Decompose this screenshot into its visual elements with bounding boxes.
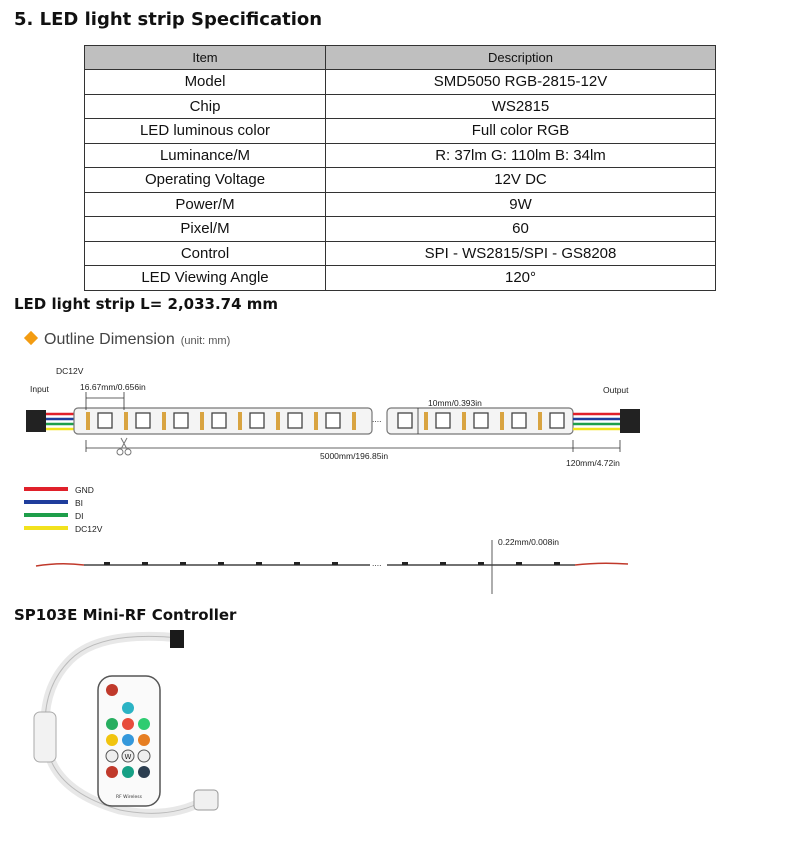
wire-legend-dc12v xyxy=(24,526,68,530)
wire-label-gnd: GND xyxy=(75,485,94,495)
row-description: 12V DC xyxy=(326,168,716,193)
lead-dimension: 120mm/4.72in xyxy=(566,458,620,468)
wire-label-bi: BI xyxy=(75,498,84,508)
remote-w-label: W xyxy=(124,753,132,761)
side-ellipsis: .... xyxy=(372,558,382,568)
row-description: 9W xyxy=(326,192,716,217)
row-item: Pixel/M xyxy=(85,217,326,242)
pitch-dimension: 16.67mm/0.656in xyxy=(80,382,146,392)
row-description: WS2815 xyxy=(326,94,716,119)
output-wires xyxy=(573,414,620,429)
outline-title: Outline Dimension xyxy=(44,331,175,348)
controller-picture xyxy=(34,630,218,813)
length-dimension: 5000mm/196.85in xyxy=(320,451,389,461)
output-label: Output xyxy=(603,385,629,395)
section-title: 5. LED light strip Specification xyxy=(14,9,323,30)
strip-side-profile xyxy=(36,562,628,566)
row-description: 120° xyxy=(326,266,716,291)
row-item: Model xyxy=(85,70,326,95)
header-description: Description xyxy=(326,46,716,70)
thickness-dimension: 0.22mm/0.008in xyxy=(498,537,559,547)
strip-ellipsis: .... xyxy=(372,414,382,424)
row-item: LED luminous color xyxy=(85,119,326,144)
row-item: LED Viewing Angle xyxy=(85,266,326,291)
controller-title: SP103E Mini-RF Controller xyxy=(14,606,237,624)
header-item: Item xyxy=(85,46,326,70)
wire-legend-gnd xyxy=(24,487,68,491)
row-item: Operating Voltage xyxy=(85,168,326,193)
row-description: SMD5050 RGB-2815-12V xyxy=(326,70,716,95)
input-wires xyxy=(46,414,74,429)
wire-legend-di xyxy=(24,513,68,517)
wire-label-dc12v: DC12V xyxy=(75,524,103,534)
row-description: SPI - WS2815/SPI - GS8208 xyxy=(326,241,716,266)
row-item: Control xyxy=(85,241,326,266)
input-label: Input xyxy=(30,384,49,394)
strip-length-note: LED light strip L= 2,033.74 mm xyxy=(14,295,279,313)
row-item: Chip xyxy=(85,94,326,119)
remote-brand-label: RF Wireless xyxy=(116,795,142,800)
input-connector xyxy=(26,410,46,432)
row-item: Luminance/M xyxy=(85,143,326,168)
row-description: 60 xyxy=(326,217,716,242)
dc-jack xyxy=(194,790,218,810)
width-dimension: 10mm/0.393in xyxy=(428,398,482,408)
row-description: R: 37lm G: 110lm B: 34lm xyxy=(326,143,716,168)
wire-legend-bi xyxy=(24,500,68,504)
row-description: Full color RGB xyxy=(326,119,716,144)
scissors-icon xyxy=(117,438,131,455)
controller-module xyxy=(34,712,56,762)
row-item: Power/M xyxy=(85,192,326,217)
outline-unit: (unit: mm) xyxy=(180,335,231,347)
dc12v-label: DC12V xyxy=(56,366,84,376)
wire-label-di: DI xyxy=(75,511,84,521)
output-connector xyxy=(620,409,640,433)
controller-plug xyxy=(170,630,184,648)
